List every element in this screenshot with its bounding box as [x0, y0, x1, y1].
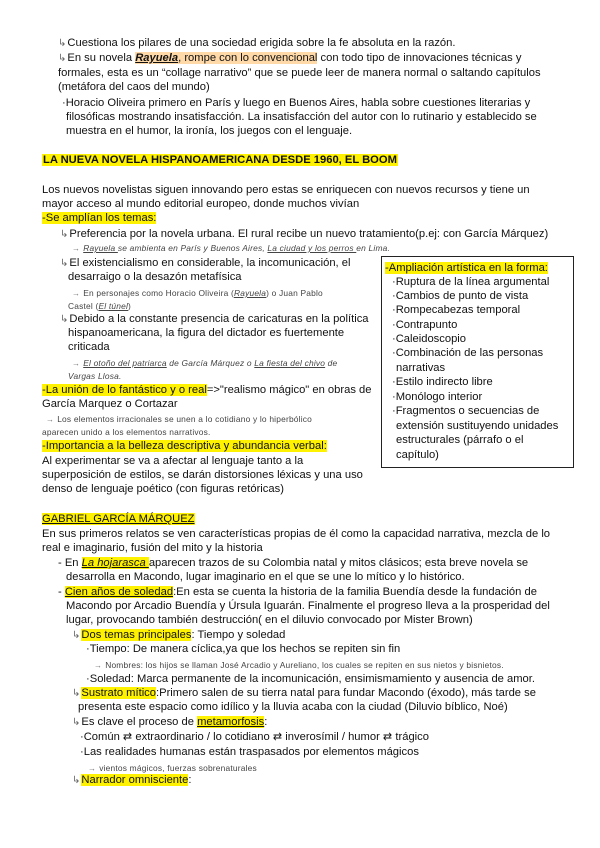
box-item: ·Rompecabezas temporal: [392, 304, 521, 316]
tema-urbana: ↳Preferencia por la novela urbana. El rural recibe un nuevo tratamiento(p.ej: con García Márquez): [60, 228, 549, 240]
metamorfosis-comun: ·Común ⇄ extraordinario / lo cotidiano ⇄ inverosímil / humor ⇄ trágico: [80, 731, 429, 743]
fantastico-note-1: → Los elementos irracionales se unen a lo cotidiano y lo hiperbólico: [46, 414, 313, 424]
fantastico-line-2: García Marquez o Cortazar: [42, 398, 178, 410]
box-item: ·Cambios de punto de vista: [392, 290, 529, 302]
subitem-hook-icon: ↳: [60, 258, 69, 269]
sustrato-mitico-line-2: presenta este espacio como idílico y la lluvia acaba con la ciudad (Diluvio bíblico, Noé): [78, 701, 508, 713]
narrador-omnisciente: ↳Narrador omnisciente:: [72, 774, 192, 786]
tema-soledad: ·Soledad: Marca permanente de la incomunicación, ensimismamiento y ausencia de amor.: [86, 673, 535, 685]
hojarasca-line-1: - En La hojarasca aparecen trazos de su Colombia natal y mitos clásicos; esta breve novela se: [58, 557, 529, 569]
cien-anos-line-2: Macondo por Arcadio Buendía y Úrsula Iguarán. Finalmente el progreso lleva a la prosperidad del: [66, 600, 550, 612]
subitem-hook-icon: ↳: [72, 775, 81, 786]
box-item: estructurales (párrafo o el: [396, 434, 524, 446]
arrow-right-icon: →: [72, 244, 81, 253]
tema-dictador-2: hispanoamericana, la figura del dictador es fuertemente: [68, 327, 345, 339]
metamorfosis-realidades: ·Las realidades humanas están traspasados por elementos mágicos: [80, 746, 419, 758]
section-title-boom: LA NUEVA NOVELA HISPANOAMERICANA DESDE 1960, EL BOOM: [43, 154, 397, 166]
box-item: ·Caleidoscopio: [392, 333, 467, 345]
subitem-hook-icon: ↳: [58, 38, 67, 49]
tema-existencialismo-note-1: → En personajes como Horacio Oliveira (Rayuela) o Juan Pablo: [72, 288, 323, 298]
box-item: capítulo): [396, 449, 439, 461]
subitem-hook-icon: ↳: [60, 229, 69, 240]
tema-dictador-note-1: → El otoño del patriarca de García Márquez o La fiesta del chivo de: [72, 358, 338, 368]
subitem-hook-icon: ↳: [72, 717, 81, 728]
subitem-hook-icon: ↳: [72, 630, 81, 641]
box-title: -Ampliación artística en la forma:: [385, 262, 548, 274]
importancia-line-1: Al experimentar se va a afectar al lenguaje tanto a la: [42, 455, 304, 467]
rayuela-title: Rayuela: [135, 52, 179, 64]
metamorfosis-line: ↳Es clave el proceso de metamorfosis:: [72, 716, 268, 728]
tema-dictador-note-2: Vargas Llosa.: [68, 371, 122, 381]
tema-dictador-1: ↳Debido a la constante presencia de caricaturas en la política: [60, 313, 369, 325]
tema-existencialismo-note-2: Castel (El túnel): [68, 301, 132, 311]
box-item: ·Combinación de las personas: [392, 347, 544, 359]
cien-anos-line-3: lugar, provocando también destrucción( en el diluvio convocado por Mister Brown): [66, 614, 473, 626]
box-item: ·Fragmentos o secuencias de: [392, 405, 540, 417]
subitem-hook-icon: ↳: [58, 53, 67, 64]
box-item: ·Ruptura de la línea argumental: [392, 276, 550, 288]
boom-paragraph-line-1: Los nuevos novelistas siguen innovando pero estas se enriquecen con nuevos recursos y tiene un: [42, 184, 530, 196]
box-item: ·Contrapunto: [392, 319, 458, 331]
subitem-hook-icon: ↳: [60, 314, 69, 325]
tema-existencialismo-2: desarraigo o la desazón metafísica: [68, 271, 242, 283]
fantastico-line-1: -La unión de lo fantástico y o real=>"realismo mágico" en obras de: [42, 384, 372, 396]
subitem-hook-icon: ↳: [72, 688, 81, 699]
gabo-paragraph-line-2: real e imaginario, fusión del mito y la historia: [42, 542, 263, 554]
importancia-heading: -Importancia a la belleza descriptiva y abundancia verbal:: [42, 440, 327, 452]
sustrato-mitico-line-1: ↳Sustrato mítico:Primero salen de su tierra natal para fundar Macondo (éxodo), más tarde se: [72, 687, 536, 699]
box-item: ·Monólogo interior: [392, 391, 483, 403]
arrow-right-icon: →: [72, 359, 81, 368]
section-title-gabo: GABRIEL GARCÍA MÁRQUEZ: [42, 513, 195, 525]
tema-urbana-note: → Rayuela se ambienta en París y Buenos Aires, La ciudad y los perros en Lima.: [72, 243, 391, 253]
box-item: extensión sustituyendo unidades: [396, 420, 559, 432]
tema-tiempo: ·Tiempo: De manera cíclica,ya que los hechos se repiten sin fin: [86, 643, 401, 655]
hojarasca-line-2: desarrolla en Macondo, lugar imaginario en el que se une lo mítico y lo histórico.: [66, 571, 465, 583]
intro-line-6: filosóficas mostrando insatisfacción. La insatisfacción del autor con lo rutinario y establecido se: [66, 111, 537, 123]
intro-line-2: ↳En su novela Rayuela, rompe con lo convencional con todo tipo de innovaciones técnicas y: [58, 52, 522, 64]
intro-line-1: ↳Cuestiona los pilares de una sociedad erigida sobre la fe absoluta en la razón.: [58, 37, 456, 49]
arrow-right-icon: →: [72, 289, 81, 298]
intro-line-5: ·Horacio Oliveira primero en París y luego en Buenos Aires, habla sobre cuestiones literarias y: [62, 97, 531, 109]
boom-paragraph-line-2: mayor acceso al mundo editorial europeo, donde muchos vivían: [42, 198, 360, 210]
intro-line-3: formales, esta es un “collage narrativo” que se puede leer de manera normal o saltando capítulos: [58, 67, 541, 79]
intro-line-4: (metáfora del caos del mundo): [58, 81, 210, 93]
arrow-right-icon: →: [94, 661, 103, 670]
tema-existencialismo-1: ↳El existencialismo en considerable, la incomunicación, el: [60, 257, 351, 269]
fantastico-note-2: aparecen unido a los elementos narrativos.: [42, 427, 211, 437]
gabo-paragraph-line-1: En sus primeros relatos se ven características propias de él como la capacidad narrativa, mezcla de lo: [42, 528, 551, 540]
intro-line-7: muestra en el humor, la ironía, los juegos con el lenguaje.: [66, 125, 353, 137]
importancia-line-3: denso de lenguaje poético (con figuras retóricas): [42, 483, 284, 495]
subheading-temas: -Se amplían los temas:: [42, 212, 157, 224]
tema-dictador-3: criticada: [68, 341, 110, 353]
cien-anos-line-1: - Cien años de soledad:En esta se cuenta la historia de la familia Buendía desde la fundación de: [58, 586, 537, 598]
temas-principales: ↳Dos temas principales: Tiempo y soledad: [72, 629, 286, 641]
arrow-right-icon: →: [46, 415, 55, 424]
importancia-line-2: superposición de estilos, se darán distorsiones léxicas y una uso: [42, 469, 363, 481]
box-item: narrativas: [396, 362, 446, 374]
nombres-note: → Nombres: los hijos se llaman José Arcadio y Aureliano, los cuales se repiten en sus nietos y bisnietos.: [94, 660, 504, 670]
arrow-right-icon: →: [88, 764, 97, 773]
box-item: ·Estilo indirecto libre: [392, 376, 493, 388]
vientos-note: → vientos mágicos, fuerzas sobrenaturales: [88, 763, 257, 773]
